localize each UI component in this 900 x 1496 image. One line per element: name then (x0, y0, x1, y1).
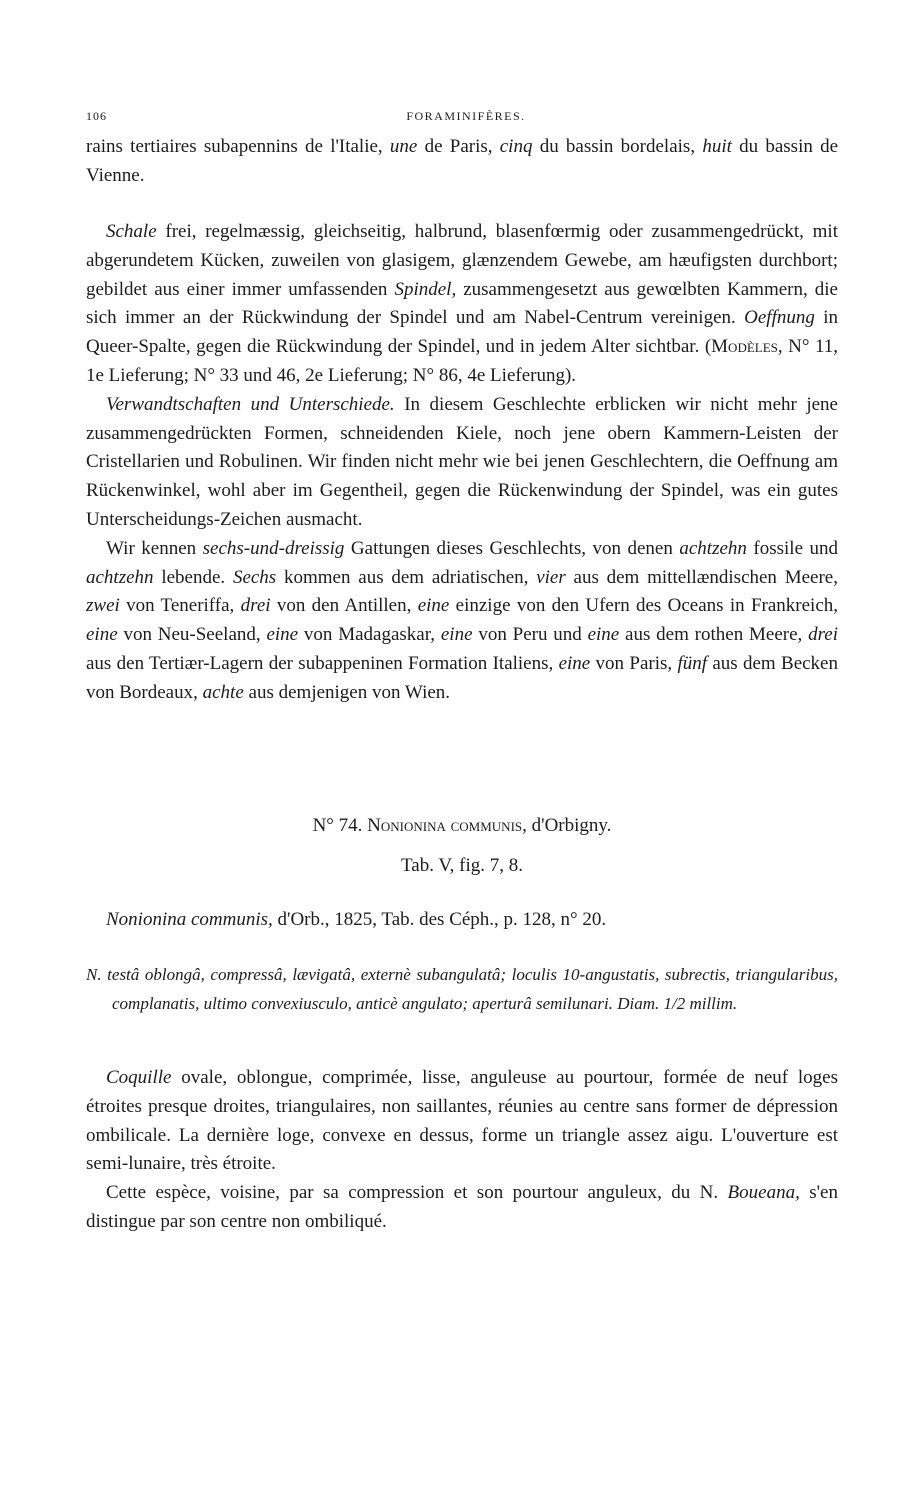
german-paragraph-verwandtschaften: Verwandtschaften und Unterschiede. In diesem Geschlechte erblicken wir nicht mehr jene zusammengedrückten Formen, schneidenden Kiele, noch jene obern Kammern-Leisten der Cristellarien und Robulinen. Wir finden nicht mehr wie bei jenen Geschlechtern, die Oeffnung am Rückenwinkel, wohl aber im Gegentheil, gegen die Rückenwindung der Spindel, was ein gutes Unterscheidungs-Zeichen ausmacht. (86, 393, 838, 530)
synonymy: Nonionina communis, d'Orb., 1825, Tab. des Céph., p. 128, n° 20. (106, 909, 607, 930)
german-paragraph-schale: Schale frei, regelmæssig, gleichseitig, halbrund, blasenfœrmig oder zusammengedrückt, mit abgerundetem Kücken, zuweilen von glasigem, glænzendem Gewebe, am hæufigsten durchbort; gebildet aus einer immer umfassenden Spindel, zusammengesetzt aus gewœlbten Kammern, die sich immer an der Rückwindung der Spindel und am Nabel-Centrum vereinigen. Oeffnung in Queer-Spalte, gegen die Rückwindung der Spindel, und in jedem Alter sichtbar. (Modèles, N° 11, 1e Lieferung; N° 33 und 46, 2e Lieferung; N° 86, 4e Lieferung). (86, 221, 839, 386)
german-paragraph-gattungen: Wir kennen sechs-und-dreissig Gattungen dieses Geschlechts, von denen achtzehn fossile und achtzehn lebende. Sechs kommen aus dem adriatischen, vier aus dem mittellændischen Meere, zwei von Teneriffa, drei von den Antillen, eine einzige von den Ufern des Oceans in Frankreich, eine von Neu-Seeland, eine von Madagaskar, eine von Peru und eine aus dem rothen Meere, drei aus den Tertiær-Lagern der subappeninen Formation Italiens, eine von Paris, fünf aus dem Becken von Bordeaux, achte aus demjenigen von Wien. (86, 537, 839, 703)
french-paragraph-espece: Cette espèce, voisine, par sa compression et son pourtour anguleux, du N. Boueana, s'en distingue par son centre non ombiliqué. (86, 1182, 838, 1232)
french-paragraph-coquille: Coquille ovale, oblongue, comprimée, lisse, anguleuse au pourtour, formée de neuf loges étroites presque droites, triangulaires, non saillantes, réunies au centre sans former de dépression ombilicale. La dernière loge, convexe en dessus, forme un triangle assez aigu. L'ouverture est semi-lunaire, très étroite. (86, 1067, 838, 1175)
species-plate-reference: Tab. V, fig. 7, 8. (401, 855, 523, 876)
running-title: FORAMINIFÈRES. (406, 109, 526, 123)
species-heading: N° 74. Nonionina communis, d'Orbigny. (312, 815, 612, 836)
latin-diagnosis: N. testâ oblongâ, compressâ, lævigatâ, externè subangulatâ; loculis 10-angustatis, subrectis, triangularibus, complanatis, ultimo convexiusculo, anticè angulato; aperturâ semilunari. Diam. 1/2 millim. (86, 965, 838, 1013)
running-header (86, 109, 846, 125)
intro-paragraph: rains tertiaires subapennins de l'Italie, une de Paris, cinq du bassin bordelais, huit du bassin de Vienne. (86, 136, 839, 186)
german-section (86, 218, 838, 708)
page-number: 106 (86, 109, 107, 123)
french-section (86, 1064, 838, 1237)
